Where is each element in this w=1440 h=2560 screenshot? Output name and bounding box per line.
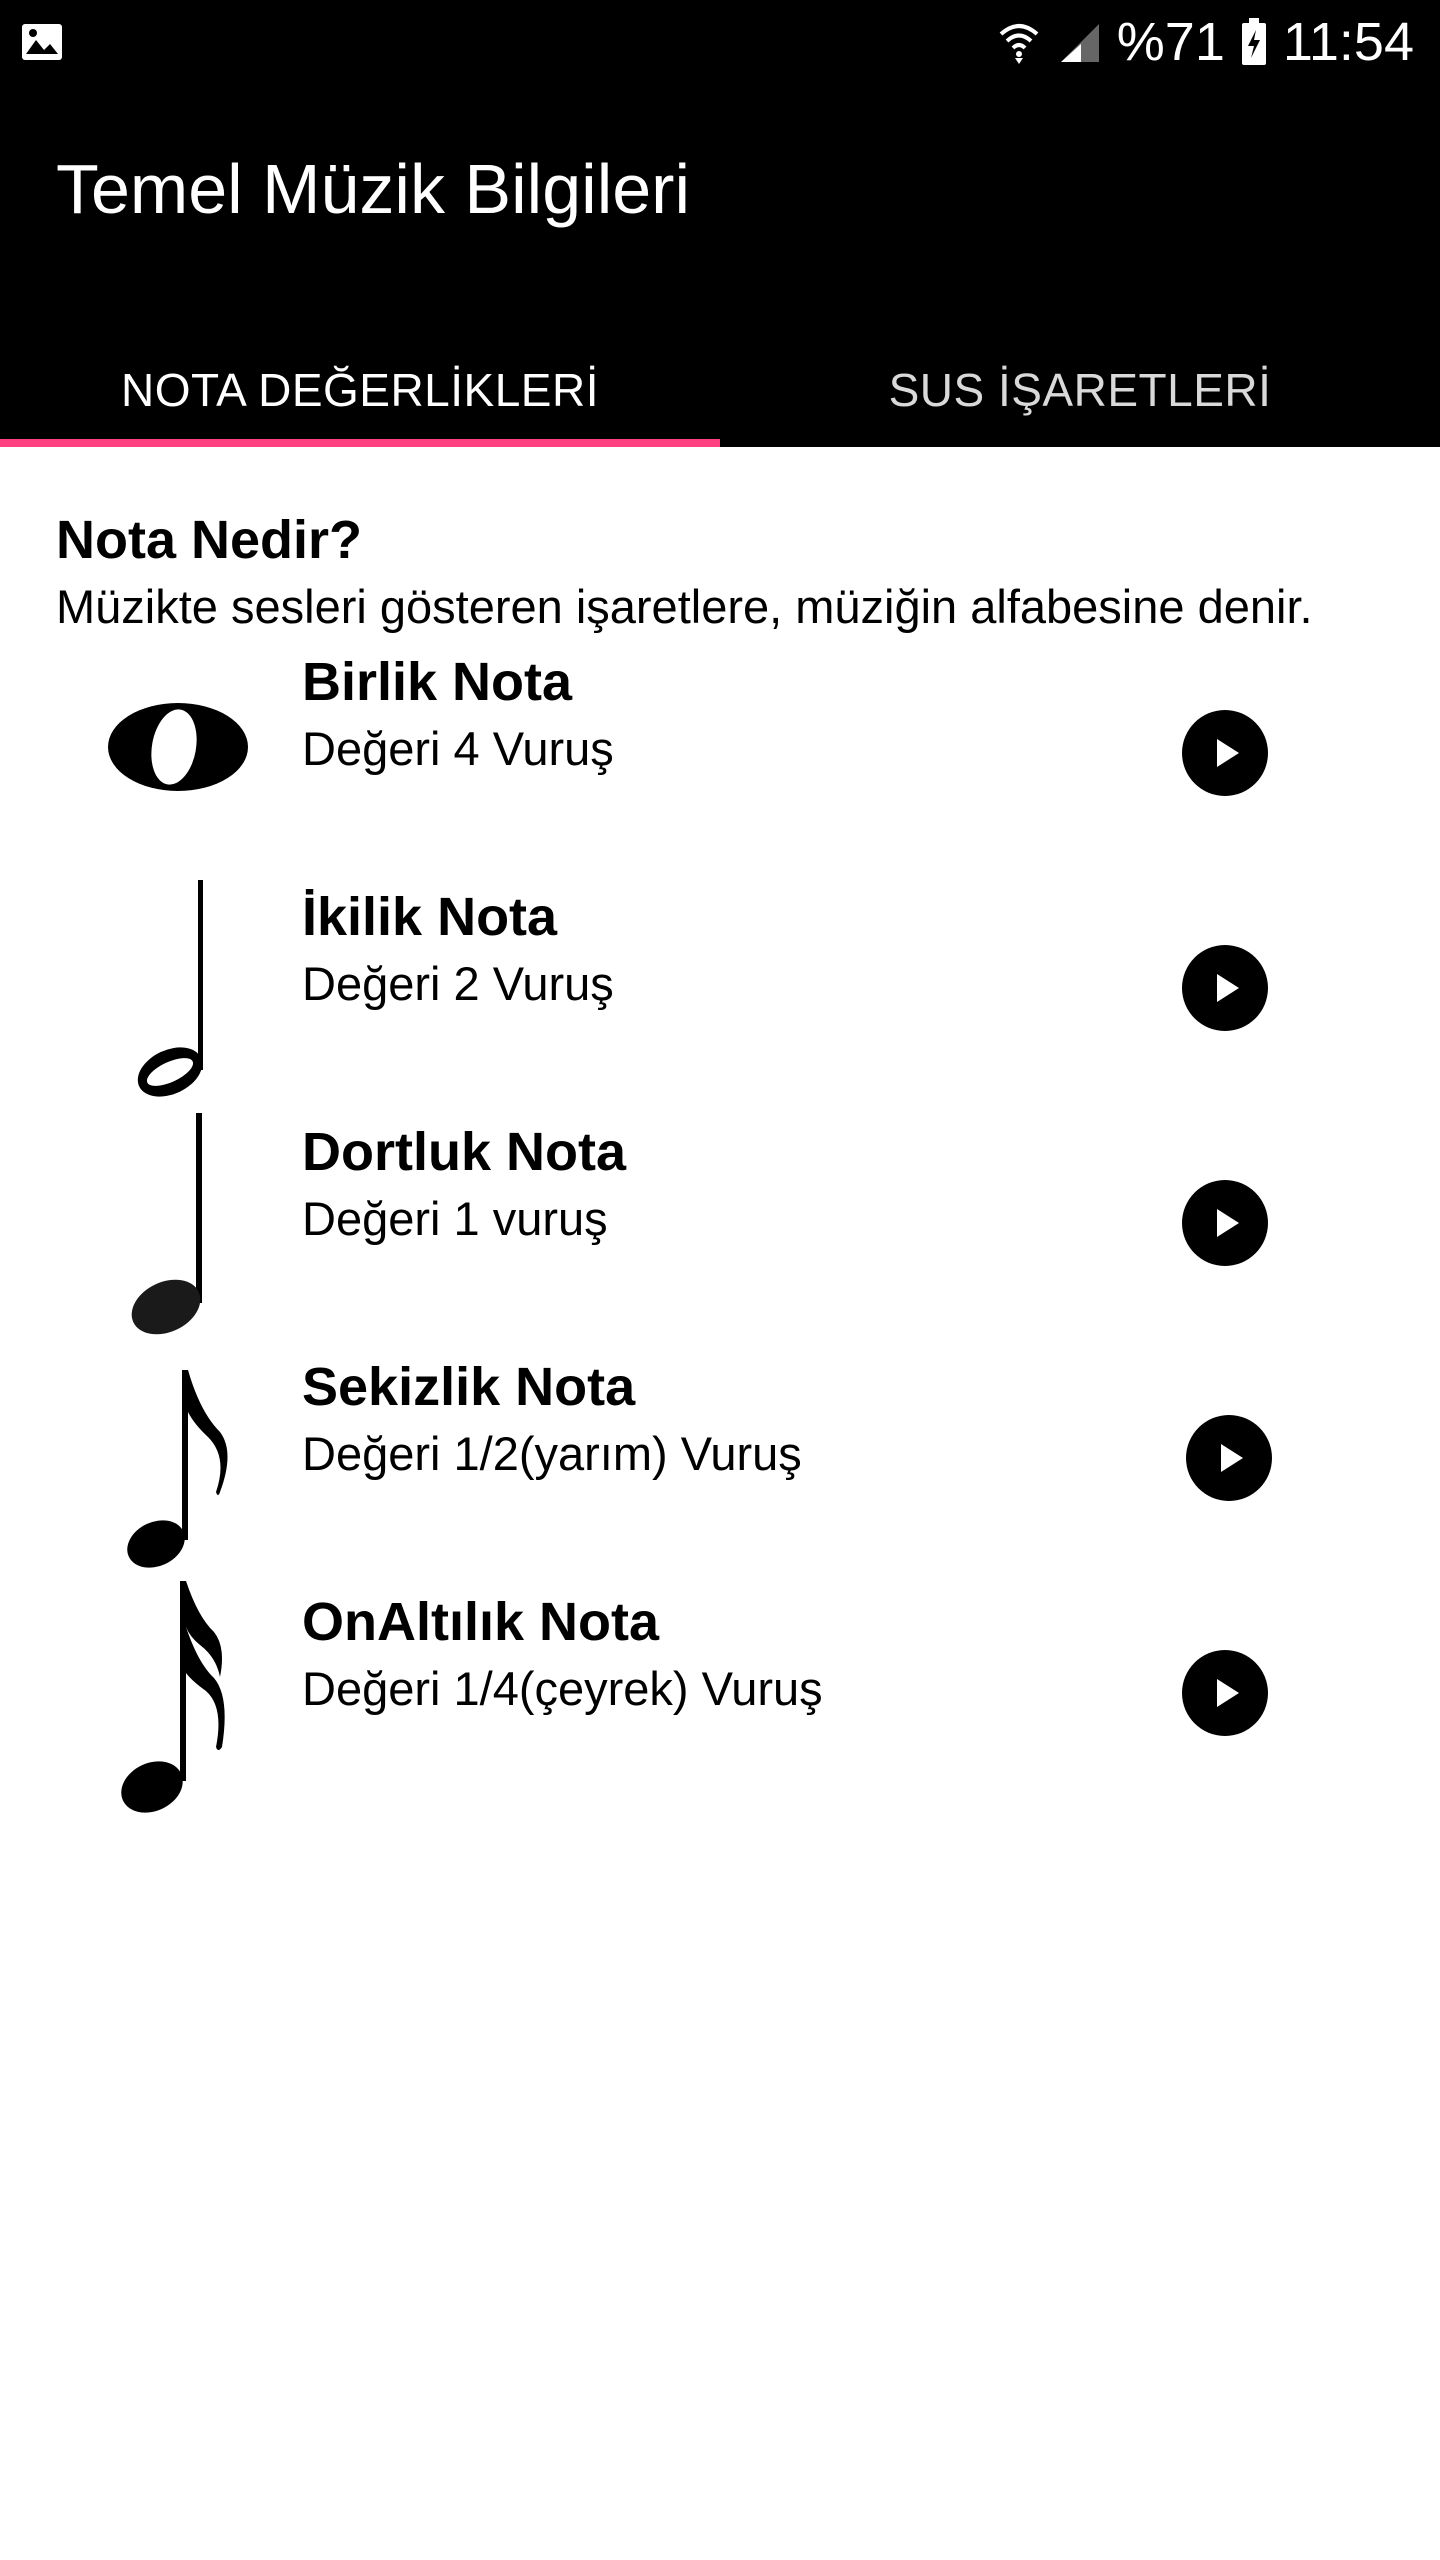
battery-charging-icon xyxy=(1241,18,1267,66)
section-title: Nota Nedir? xyxy=(56,510,363,570)
note-name: OnAltılık Nota xyxy=(302,1592,660,1652)
gallery-notification-icon xyxy=(20,20,64,64)
half-note-icon xyxy=(90,872,270,1112)
wifi-icon xyxy=(997,20,1041,64)
list-item xyxy=(0,1117,1440,1352)
section-description: Müzikte sesleri gösteren işaretlere, müziğin alfabesine denir. xyxy=(56,580,1313,633)
status-bar xyxy=(0,0,1440,84)
note-name: İkilik Nota xyxy=(302,887,558,947)
tab-indicator xyxy=(0,439,720,447)
note-value: Değeri 4 Vuruş xyxy=(302,722,614,775)
list-item xyxy=(0,1352,1440,1587)
status-clock: 11:54 xyxy=(1282,12,1414,72)
sixteenth-note-icon xyxy=(90,1577,270,1837)
play-icon xyxy=(1205,968,1245,1008)
play-button[interactable] xyxy=(1182,710,1268,796)
play-button[interactable] xyxy=(1186,1415,1272,1501)
whole-note-icon xyxy=(90,637,270,877)
play-button[interactable] xyxy=(1182,945,1268,1031)
list-item xyxy=(0,647,1440,882)
battery-percent: %71 xyxy=(1116,12,1225,72)
app-bar xyxy=(0,84,1440,447)
note-value: Değeri 2 Vuruş xyxy=(302,957,614,1010)
tab-label: NOTA DEĞERLİKLERİ xyxy=(120,363,599,416)
note-name: Dortluk Nota xyxy=(302,1122,626,1182)
tab-bar xyxy=(0,332,1440,447)
play-icon xyxy=(1205,733,1245,773)
tab-sus-isaretleri[interactable] xyxy=(720,332,1440,447)
play-icon xyxy=(1205,1673,1245,1713)
content-area xyxy=(0,447,1440,2560)
note-name: Sekizlik Nota xyxy=(302,1357,636,1417)
note-value: Değeri 1/2(yarım) Vuruş xyxy=(302,1427,802,1480)
note-value: Değeri 1 vuruş xyxy=(302,1192,608,1245)
list-item xyxy=(0,1587,1440,1822)
play-icon xyxy=(1205,1203,1245,1243)
quarter-note-icon xyxy=(90,1107,270,1347)
note-value: Değeri 1/4(çeyrek) Vuruş xyxy=(302,1662,823,1715)
play-button[interactable] xyxy=(1182,1180,1268,1266)
list-item xyxy=(0,882,1440,1117)
tab-nota-degerlikleri[interactable] xyxy=(0,332,720,447)
play-icon xyxy=(1209,1438,1249,1478)
signal-icon xyxy=(1057,20,1101,64)
note-name: Birlik Nota xyxy=(302,652,573,712)
play-button[interactable] xyxy=(1182,1650,1268,1736)
app-title: Temel Müzik Bilgileri xyxy=(56,150,691,228)
tab-label: SUS İŞARETLERİ xyxy=(888,363,1272,416)
eighth-note-icon xyxy=(90,1342,270,1582)
